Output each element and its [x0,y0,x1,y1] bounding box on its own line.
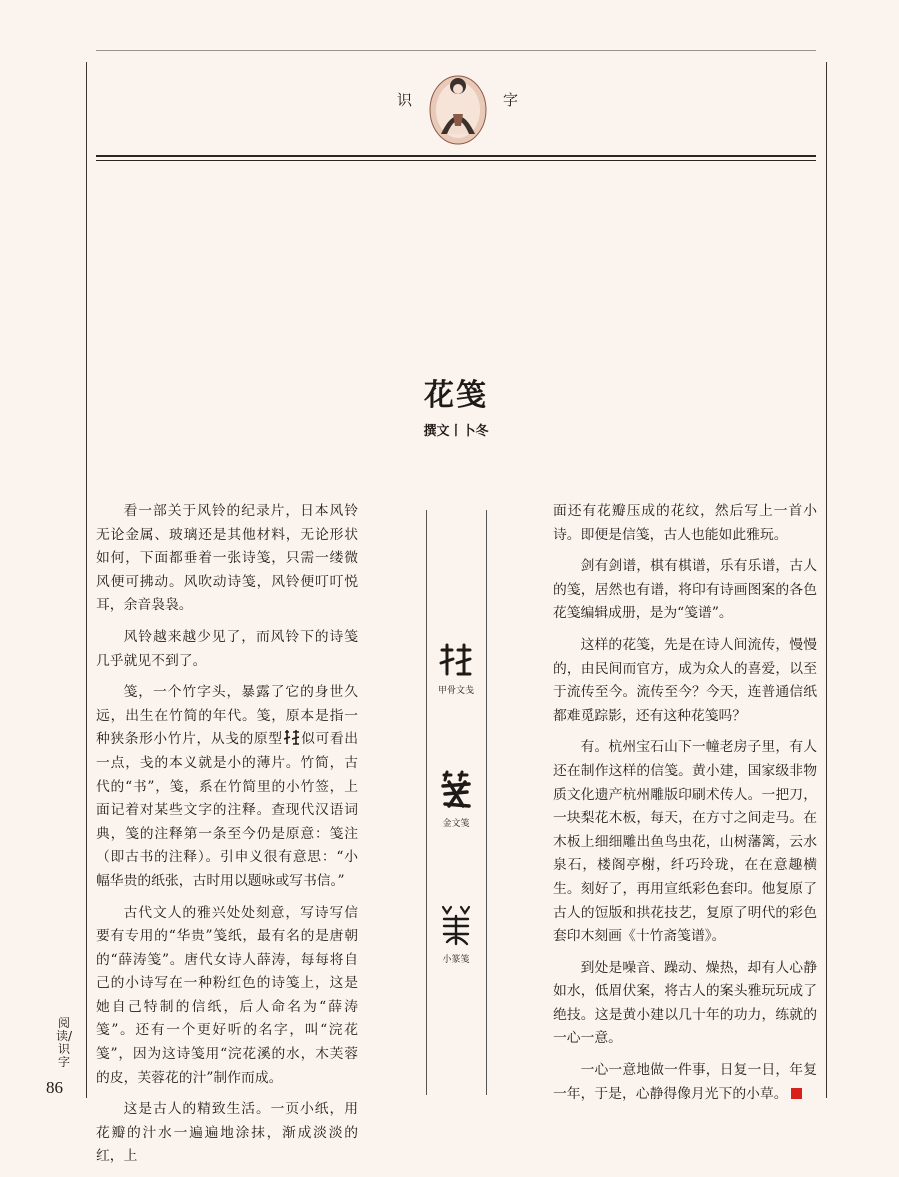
glyph-caption: 金文笺 [442,819,470,829]
paragraph: 剑有剑谱，棋有棋谱，乐有乐谱，古人的笺，居然也有谱，将印有诗画图案的各色花笺编辑成册，是为“笺谱”。 [553,558,817,622]
top-rule [96,50,816,51]
header-rule-thin [96,160,816,161]
paragraph: 风铃越来越少见了，而风铃下的诗笺几乎就见不到了。 [96,628,358,669]
right-column [553,500,817,1114]
glyph-caption: 甲骨文戋 [437,686,474,696]
scholar-emblem-icon [427,64,489,148]
article-byline: 撰文丨卜冬 [423,424,489,439]
bronze-jian-icon [439,770,473,810]
left-column [96,500,358,1177]
glyph-column-divider [486,510,487,1095]
paragraph-text: 一心一意地做一件事，日复一日，年复一年，于是，心静得像月光下的小草。 [553,1062,817,1102]
inline-oracle-jian-icon [283,729,301,745]
paragraph [96,681,358,893]
paragraph: 面还有花瓣压成的花纹，然后写上一首小诗。即便是信笺，古人也能如此雅玩。 [553,503,817,543]
left-border [86,62,87,1098]
paragraph: 古代文人的雅兴处处刻意，写诗写信要有专用的“华贵”笺纸，最有名的是唐朝的“薛涛笺”。唐代女诗人薛涛，每每将自己的小诗写在一种粉红色的诗笺上，这是她自己特制的信纸，后人命名为“薛涛笺”。还有一个更好听的名字，叫“浣花笺”，因为这诗笺用“浣花溪的水，木芙蓉的皮，芙蓉花的汁”制作而成。 [96,904,358,1086]
page-number: 86 [46,1078,63,1097]
end-mark-icon [791,1088,802,1099]
glyph-oracle [426,643,486,696]
paragraph [553,1059,817,1106]
glyph-caption: 小篆笺 [442,955,470,965]
paragraph: 有。杭州宝石山下一幢老房子里，有人还在制作这样的信笺。黄小建，国家级非物质文化遗产杭州雕版印刷术传人。一把刀，一块梨花木板，每天，在方寸之间走马。在木板上细细雕出鱼鸟虫花，山树藩篱，云水泉石，楼阁亭榭，纤巧玲珑，在在意趣横生。刻好了，再用宣纸彩色套印。他复原了古人的饾版和拱花技艺，复原了明代的彩色套印木刻画《十竹斋笺谱》。 [553,739,817,945]
glyph-bronze [426,770,486,829]
paragraph: 看一部关于风铃的纪录片，日本风铃无论金属、玻璃还是其他材料，无论形状如何，下面都垂着一张诗笺，只需一缕微风便可拂动。风吹动诗笺，风铃便叮叮悦耳，余音袅袅。 [96,503,358,614]
right-border [826,62,827,1098]
seal-jian-icon [439,904,473,946]
section-label: 阅读/识字 [55,1016,73,1069]
article-title: 花笺 [424,378,488,413]
glyph-seal [426,904,486,965]
oracle-bone-jian-icon [439,643,473,677]
paragraph: 到处是噪音、躁动、燥热，却有人心静如水，低眉伏案，将古人的案头雅玩玩成了绝技。这是黄小建以几十年的功力，练就的一心一意。 [553,959,817,1047]
section-char-2: 字 [503,91,519,109]
header-rule [96,155,816,157]
paragraph-part: 似可看出一点，戋的本义就是小的薄片。竹简，古代的“书”，笺，系在竹简里的小竹签，上面记着对某些文字的注释。查现代汉语词典，笺的注释第一条至今仍是原意：笺注（即古书的注释）。引申义很有意思：“小幅华贵的纸张，古时用以题咏或写书信。” [96,731,359,889]
paragraph: 这样的花笺，先是在诗人间流传，慢慢的，由民间而官方，成为众人的喜爱，以至于流传至今。流传至今？今天，连普通信纸都难觅踪影，还有这种花笺吗？ [553,636,817,724]
paragraph: 这是古人的精致生活。一页小纸，用花瓣的汁水一遍遍地涂抹，渐成淡淡的红，上 [96,1101,358,1165]
section-char-1: 识 [397,91,413,109]
paragraph-part: 笺，一个竹字头，暴露了它的身世久远，出生在竹简的年代。笺，原本是指一种狭条形小竹片，从戋的原型 [96,684,358,748]
